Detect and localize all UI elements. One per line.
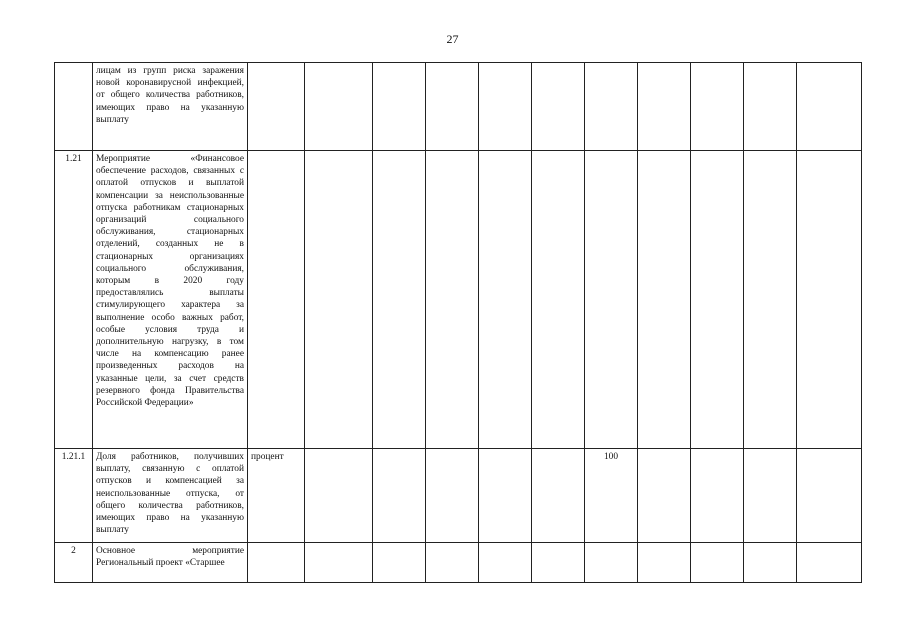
row-value-cell bbox=[305, 151, 373, 449]
row-description bbox=[93, 63, 248, 151]
row-value-cell bbox=[797, 151, 862, 449]
page-number: 27 bbox=[446, 32, 459, 46]
row-value-cell bbox=[373, 151, 426, 449]
row-description-text: Мероприятие «Финансовое обеспечение расходов, связанных с оплатой отпусков и выплатой компенсации за неиспользованные отпуска работникам стационарных организаций социального обслуживания, стационарных отделений, созданных не в стационарных организациях социального обслуживания, которым в 2020 году предоставлялись выплаты стимулирующего характера за выполнение особо важных работ, особые условия труда и дополнительную нагрузку, в том числе на компенсацию ранее произведенных расходов на указанные цели, за счет средств резервного фонда Правительства Российской Федерации» bbox=[96, 154, 244, 409]
table-row bbox=[55, 543, 862, 583]
row-unit: процент bbox=[248, 449, 305, 543]
row-value-cell bbox=[532, 449, 585, 543]
row-unit bbox=[248, 151, 305, 449]
row-value-cell bbox=[585, 151, 638, 449]
table-row bbox=[55, 151, 862, 449]
row-value-cell bbox=[638, 63, 691, 151]
row-number bbox=[55, 63, 93, 151]
row-description bbox=[93, 151, 248, 449]
row-unit bbox=[248, 543, 305, 583]
row-value-cell bbox=[373, 449, 426, 543]
row-value-cell bbox=[532, 543, 585, 583]
table-row bbox=[55, 449, 862, 543]
row-value-cell bbox=[585, 63, 638, 151]
row-value-cell bbox=[744, 63, 797, 151]
row-value-cell bbox=[479, 449, 532, 543]
row-value-cell bbox=[479, 151, 532, 449]
row-description bbox=[93, 449, 248, 543]
row-description-text: Основное мероприятие Региональный проект «Старшее bbox=[96, 546, 244, 569]
row-value-cell bbox=[691, 63, 744, 151]
row-value-cell bbox=[532, 151, 585, 449]
row-value-cell bbox=[744, 449, 797, 543]
row-value-cell: 100 bbox=[585, 449, 638, 543]
row-value-cell bbox=[479, 543, 532, 583]
row-value-cell bbox=[426, 63, 479, 151]
row-value-cell bbox=[797, 63, 862, 151]
row-value-cell bbox=[744, 543, 797, 583]
row-number: 1.21.1 bbox=[55, 449, 93, 543]
row-description-text: лицам из групп риска заражения новой коронавирусной инфекцией, от общего количества работников, имеющих право на указанную выплату bbox=[96, 66, 244, 125]
row-value-cell bbox=[426, 151, 479, 449]
row-value-cell bbox=[305, 63, 373, 151]
row-value-cell bbox=[373, 543, 426, 583]
row-value-cell bbox=[691, 543, 744, 583]
row-value-cell bbox=[797, 449, 862, 543]
row-value-cell bbox=[585, 543, 638, 583]
row-value-cell bbox=[744, 151, 797, 449]
row-value-cell bbox=[638, 151, 691, 449]
table-row bbox=[55, 63, 862, 151]
row-value-cell bbox=[373, 63, 426, 151]
row-value-cell bbox=[532, 63, 585, 151]
row-value-cell bbox=[426, 543, 479, 583]
row-value-cell bbox=[305, 449, 373, 543]
row-number: 2 bbox=[55, 543, 93, 583]
row-description-text: Доля работников, получивших выплату, связанную с оплатой отпусков и компенсацией за неиспользованные отпуска, от общего количества работников, имеющих право на указанную выплату bbox=[96, 452, 244, 536]
row-value-cell bbox=[426, 449, 479, 543]
row-number: 1.21 bbox=[55, 151, 93, 449]
row-value-cell bbox=[479, 63, 532, 151]
row-value-cell bbox=[691, 151, 744, 449]
row-description bbox=[93, 543, 248, 583]
row-value-cell bbox=[638, 449, 691, 543]
row-value-cell bbox=[305, 543, 373, 583]
row-value-cell bbox=[638, 543, 691, 583]
row-value-cell bbox=[691, 449, 744, 543]
row-unit bbox=[248, 63, 305, 151]
row-value-cell bbox=[797, 543, 862, 583]
indicator-table bbox=[54, 62, 862, 583]
